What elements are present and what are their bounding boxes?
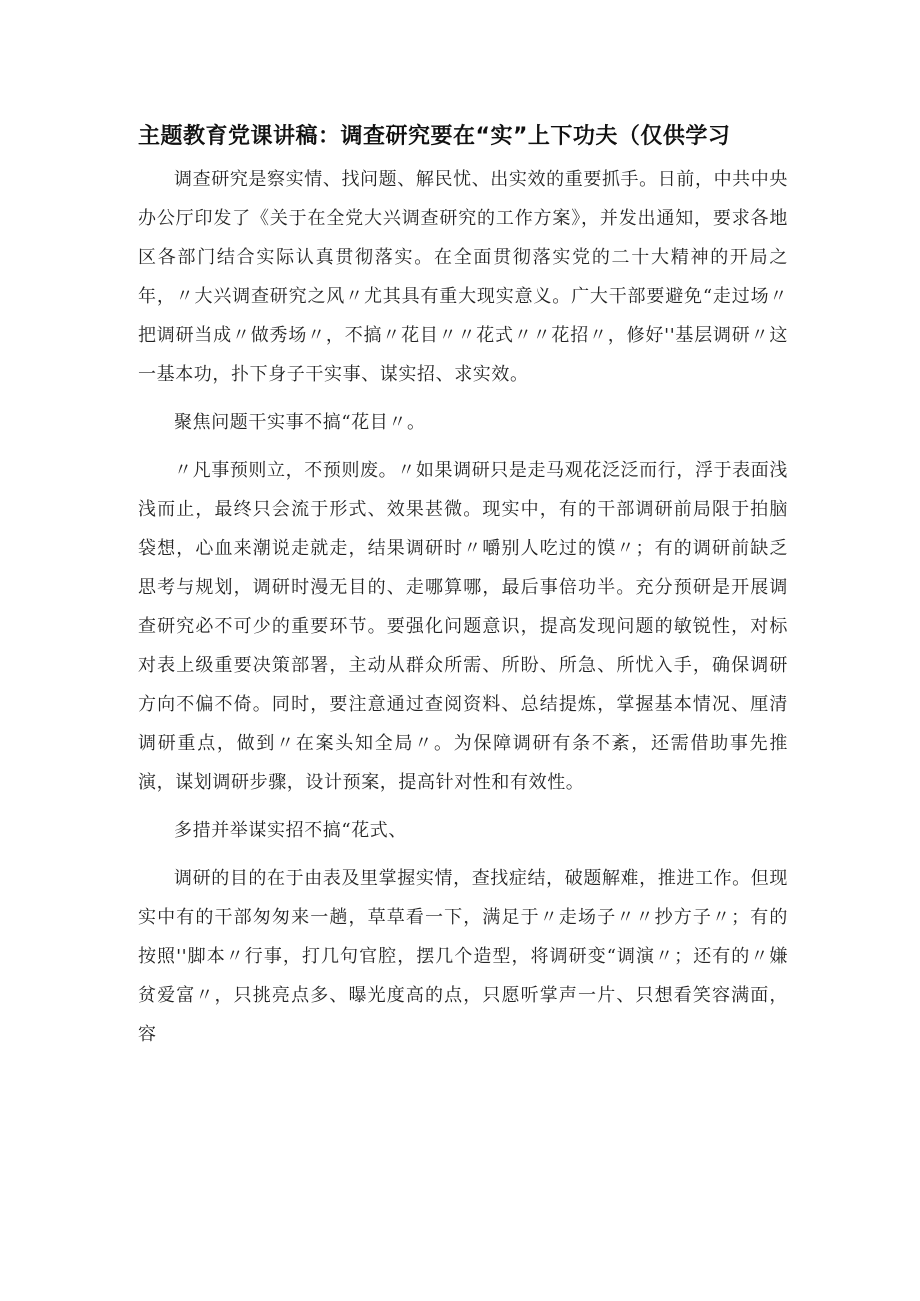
document-title: 主题教育党课讲稿：调查研究要在“实”上下功夫（仅供学习	[138, 124, 731, 149]
paragraph-intro: 调查研究是察实情、找问题、解民忧、出实效的重要抓手。日前，中共中央办公厅印发了《关于在全党大兴调查研究的工作方案》，并发出通知，要求各地区各部门结合实际认真贯彻落实。在全面贯彻落实党的二十大精神的开局之年，〃大兴调查研究之风〃尤其具有重大现实意义。广大干部要避免“走过场〃把调研当成〃做秀场〃，不搞〃花目〃〃花式〃〃花招〃，修好''基层调研〃这一基本功，扑下身子干实事、谋实招、求实效。	[138, 169, 788, 385]
section-heading-2: 多措并举谋实招不搞“花式、	[174, 820, 408, 841]
paragraph-section-1: 〃凡事预则立，不预则废。〃如果调研只是走马观花泛泛而行，浮于表面浅浅而止，最终只会流于形式、效果甚微。现实中，有的干部调研前局限于拍脑袋想，心血来潮说走就走，结果调研时〃嚼别人吃过的馍〃；有的调研前缺乏思考与规划，调研时漫无目的、走哪算哪，最后事倍功半。充分预研是开展调查研究必不可少的重要环节。要强化问题意识，提高发现问题的敏锐性，对标对表上级重要决策部署，主动从群众所需、所盼、所急、所忧入手，确保调研方向不偏不倚。同时，要注意通过查阅资料、总结提炼，掌握基本情况、厘清调研重点，做到〃在案头知全局〃。为保障调研有条不紊，还需借助事先推演，谋划调研步骤，设计预案，提高针对性和有效性。	[138, 460, 788, 793]
section-heading-1: 聚焦问题干实事不搞“花目〃。	[174, 412, 426, 433]
paragraph-section-2: 调研的目的在于由表及里掌握实情，查找症结，破题解难，推进工作。但现实中有的干部匆匆来一趟，草草看一下，满足于〃走场子〃〃抄方子〃；有的按照''脚本〃行事，打几句官腔，摆几个造型，将调研变“调演〃；还有的〃嫌贫爱富〃，只挑亮点多、曝光度高的点，只愿听掌声一片、只想看笑容满面，容	[138, 868, 788, 1045]
document-body	[138, 160, 788, 1063]
